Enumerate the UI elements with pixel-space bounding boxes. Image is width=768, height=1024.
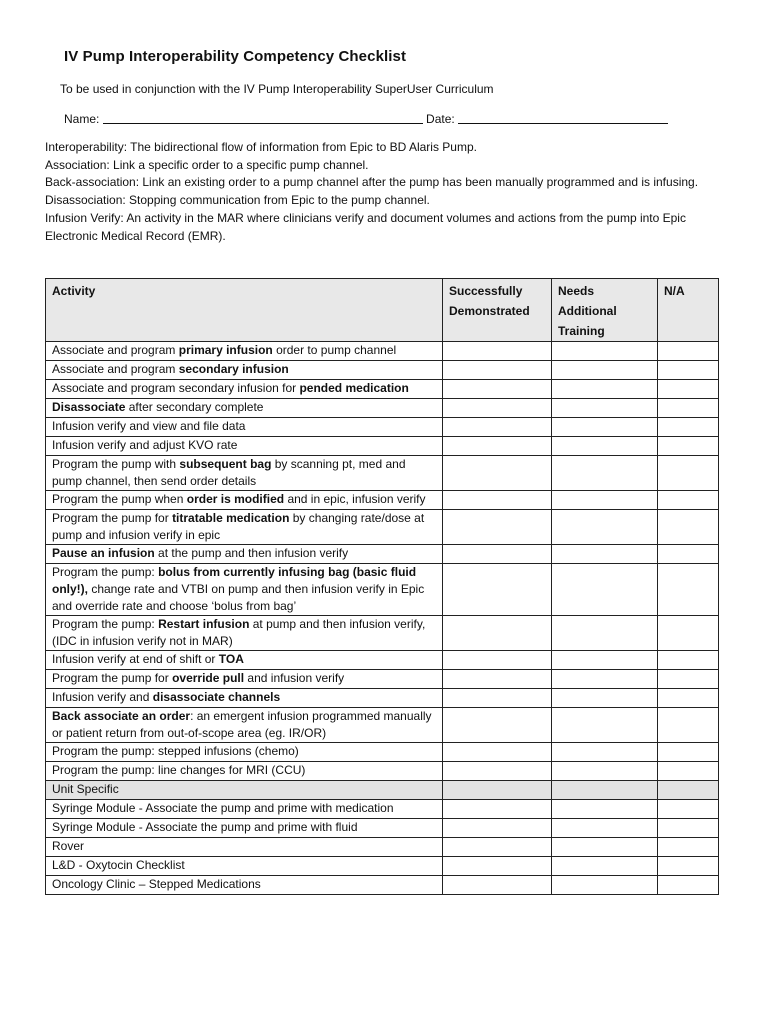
section-label: Unit Specific — [46, 781, 443, 800]
table-row — [46, 708, 719, 743]
successfully-demonstrated-cell[interactable] — [443, 437, 552, 456]
definitions — [45, 139, 725, 245]
activity-cell — [46, 545, 443, 564]
activity-text: and infusion verify — [244, 671, 345, 685]
activity-text: order to pump channel — [272, 343, 397, 357]
activity-emphasis: secondary infusion — [178, 362, 289, 376]
activity-emphasis: disassociate channels — [152, 690, 281, 704]
successfully-demonstrated-cell[interactable] — [443, 616, 552, 651]
activity-text: at pump and then infusion verify, (IDC in infusion verify not in MAR) — [52, 617, 426, 648]
name-field[interactable] — [103, 111, 423, 124]
na-cell[interactable] — [658, 437, 719, 456]
activity-cell — [46, 708, 443, 743]
activity-cell — [46, 399, 443, 418]
successfully-demonstrated-cell[interactable] — [443, 651, 552, 670]
na-cell[interactable] — [658, 708, 719, 743]
activity-cell: Syringe Module - Associate the pump and prime with fluid — [46, 819, 443, 838]
successfully-demonstrated-cell[interactable] — [443, 564, 552, 616]
needs-training-cell[interactable] — [552, 361, 658, 380]
needs-training-cell[interactable] — [552, 857, 658, 876]
activity-text: Associate and program secondary infusion for — [52, 381, 300, 395]
activity-text: Program the pump: line changes for MRI (CCU) — [52, 763, 306, 777]
activity-emphasis: Back associate an order — [52, 709, 191, 723]
activity-emphasis: pended medication — [299, 381, 409, 395]
page-title: IV Pump Interoperability Competency Checklist — [64, 48, 407, 65]
successfully-demonstrated-cell[interactable] — [443, 857, 552, 876]
section-blank-cell — [443, 781, 552, 800]
subtitle: To be used in conjunction with the IV Pump Interoperability SuperUser Curriculum — [60, 82, 494, 96]
activity-cell: Rover — [46, 838, 443, 857]
activity-cell — [46, 418, 443, 437]
name-date-line — [64, 111, 668, 126]
definition-back-association: Back-association: Link an existing order to a pump channel after the pump has been manually programmed and is infusing. — [45, 175, 699, 190]
activity-text: by changing rate/dose at pump and infusion verify in epic — [52, 511, 425, 542]
activity-cell — [46, 342, 443, 361]
needs-training-cell[interactable] — [552, 437, 658, 456]
needs-training-cell[interactable] — [552, 876, 658, 895]
successfully-demonstrated-cell[interactable] — [443, 743, 552, 762]
successfully-demonstrated-cell[interactable] — [443, 876, 552, 895]
needs-training-cell[interactable] — [552, 838, 658, 857]
needs-training-cell[interactable] — [552, 762, 658, 781]
table-row — [46, 616, 719, 651]
needs-training-cell[interactable] — [552, 491, 658, 510]
table-row — [46, 361, 719, 380]
activity-text: Infusion verify and view and file data — [52, 419, 246, 433]
needs-training-cell[interactable] — [552, 689, 658, 708]
activity-cell — [46, 762, 443, 781]
activity-cell — [46, 456, 443, 491]
needs-training-cell[interactable] — [552, 380, 658, 399]
table-row — [46, 838, 719, 857]
activity-emphasis: bolus from currently infusing bag (basic fluid only!), — [52, 565, 417, 596]
na-cell[interactable] — [658, 616, 719, 651]
needs-training-cell[interactable] — [552, 651, 658, 670]
activity-text: Infusion verify and — [52, 690, 153, 704]
na-cell[interactable] — [658, 361, 719, 380]
activity-text: Infusion verify and adjust KVO rate — [52, 438, 238, 452]
table-row — [46, 342, 719, 361]
successfully-demonstrated-cell[interactable] — [443, 456, 552, 491]
header-activity: Activity — [46, 279, 443, 342]
name-label: Name: — [64, 112, 100, 126]
activity-cell — [46, 564, 443, 616]
activity-text: Program the pump for — [52, 671, 173, 685]
activity-cell — [46, 651, 443, 670]
successfully-demonstrated-cell[interactable] — [443, 510, 552, 545]
activity-text: and in epic, infusion verify — [284, 492, 426, 506]
needs-training-cell[interactable] — [552, 670, 658, 689]
competency-table — [45, 278, 719, 895]
na-cell[interactable] — [658, 689, 719, 708]
table-row — [46, 510, 719, 545]
definition-association: Association: Link a specific order to a specific pump channel. — [45, 157, 369, 172]
successfully-demonstrated-cell[interactable] — [443, 380, 552, 399]
na-cell[interactable] — [658, 456, 719, 491]
table-row — [46, 399, 719, 418]
table-row — [46, 491, 719, 510]
table-row — [46, 418, 719, 437]
needs-training-cell[interactable] — [552, 564, 658, 616]
successfully-demonstrated-cell[interactable] — [443, 762, 552, 781]
activity-text: by scanning pt, med and pump channel, then send order details — [52, 457, 406, 488]
table-header-row — [46, 279, 719, 342]
activity-cell — [46, 616, 443, 651]
table-row — [46, 670, 719, 689]
activity-cell: Oncology Clinic – Stepped Medications — [46, 876, 443, 895]
needs-training-cell[interactable] — [552, 456, 658, 491]
needs-training-cell[interactable] — [552, 418, 658, 437]
activity-text: Program the pump with — [52, 457, 180, 471]
activity-emphasis: override pull — [172, 671, 245, 685]
na-cell[interactable] — [658, 380, 719, 399]
na-cell[interactable] — [658, 838, 719, 857]
na-cell[interactable] — [658, 876, 719, 895]
na-cell[interactable] — [658, 418, 719, 437]
activity-emphasis: subsequent bag — [179, 457, 272, 471]
na-cell[interactable] — [658, 800, 719, 819]
table-row — [46, 857, 719, 876]
activity-text: Program the pump for — [52, 511, 173, 525]
successfully-demonstrated-cell[interactable] — [443, 342, 552, 361]
activity-text: after secondary complete — [125, 400, 264, 414]
date-label: Date: — [426, 112, 455, 126]
activity-text: Program the pump when — [52, 492, 187, 506]
activity-text: Associate and program — [52, 362, 179, 376]
successfully-demonstrated-cell[interactable] — [443, 819, 552, 838]
activity-emphasis: order is modified — [186, 492, 285, 506]
date-field[interactable] — [458, 111, 668, 124]
na-cell[interactable] — [658, 670, 719, 689]
na-cell[interactable] — [658, 762, 719, 781]
table-row — [46, 689, 719, 708]
table-row — [46, 743, 719, 762]
activity-cell — [46, 361, 443, 380]
successfully-demonstrated-cell[interactable] — [443, 800, 552, 819]
na-cell[interactable] — [658, 819, 719, 838]
successfully-demonstrated-cell[interactable] — [443, 708, 552, 743]
na-cell[interactable] — [658, 743, 719, 762]
needs-training-cell[interactable] — [552, 743, 658, 762]
activity-text: Program the pump: — [52, 565, 159, 579]
needs-training-cell[interactable] — [552, 399, 658, 418]
na-cell[interactable] — [658, 510, 719, 545]
activity-text: Associate and program — [52, 343, 179, 357]
needs-training-cell[interactable] — [552, 819, 658, 838]
definition-interoperability: Interoperability: The bidirectional flow of information from Epic to BD Alaris Pump. — [45, 140, 477, 154]
table-row — [46, 456, 719, 491]
successfully-demonstrated-cell[interactable] — [443, 399, 552, 418]
activity-text: Program the pump: stepped infusions (chemo) — [52, 744, 299, 758]
activity-emphasis: primary infusion — [178, 343, 273, 357]
activity-emphasis: titratable medication — [172, 511, 290, 525]
table-row — [46, 545, 719, 564]
na-cell[interactable] — [658, 564, 719, 616]
section-blank-cell — [658, 781, 719, 800]
successfully-demonstrated-cell[interactable] — [443, 545, 552, 564]
activity-text: at the pump and then infusion verify — [154, 546, 349, 560]
table-row — [46, 762, 719, 781]
na-cell[interactable] — [658, 545, 719, 564]
activity-emphasis: Pause an infusion — [52, 546, 155, 560]
na-cell[interactable] — [658, 399, 719, 418]
needs-training-cell[interactable] — [552, 616, 658, 651]
activity-cell: Syringe Module - Associate the pump and prime with medication — [46, 800, 443, 819]
activity-cell — [46, 743, 443, 762]
na-cell[interactable] — [658, 857, 719, 876]
activity-text: : an emergent infusion programmed manually or patient return from out-of-scope area (eg. IR/OR) — [52, 709, 432, 740]
needs-training-cell[interactable] — [552, 545, 658, 564]
needs-training-cell[interactable] — [552, 342, 658, 361]
definition-disassociation: Disassociation: Stopping communication from Epic to the pump channel. — [45, 193, 430, 208]
na-cell[interactable] — [658, 342, 719, 361]
header-successfully-demonstrated: Successfully Demonstrated — [443, 279, 552, 342]
activity-emphasis: Disassociate — [52, 400, 126, 414]
activity-text: change rate and VTBI on pump and then infusion verify in Epic and override rate and choose ‘bolus from bag’ — [52, 582, 425, 613]
activity-cell: L&D - Oxytocin Checklist — [46, 857, 443, 876]
activity-emphasis: TOA — [218, 652, 244, 666]
header-needs-additional-training: Needs Additional Training — [552, 279, 658, 342]
definition-infusion-verify: Infusion Verify: An activity in the MAR where clinicians verify and document volumes and actions from the pump into Epic Electronic Medical Record (EMR). — [45, 210, 686, 243]
activity-text: Program the pump: — [52, 617, 159, 631]
needs-training-cell[interactable] — [552, 510, 658, 545]
table-row — [46, 800, 719, 819]
table-row — [46, 651, 719, 670]
activity-cell — [46, 689, 443, 708]
activity-cell — [46, 491, 443, 510]
activity-cell — [46, 670, 443, 689]
section-row-unit-specific — [46, 781, 719, 800]
needs-training-cell[interactable] — [552, 708, 658, 743]
activity-cell — [46, 510, 443, 545]
table-row — [46, 876, 719, 895]
table-row — [46, 564, 719, 616]
successfully-demonstrated-cell[interactable] — [443, 491, 552, 510]
needs-training-cell[interactable] — [552, 800, 658, 819]
successfully-demonstrated-cell[interactable] — [443, 689, 552, 708]
activity-cell — [46, 380, 443, 399]
activity-text: Infusion verify at end of shift or — [52, 652, 219, 666]
successfully-demonstrated-cell[interactable] — [443, 418, 552, 437]
successfully-demonstrated-cell[interactable] — [443, 361, 552, 380]
successfully-demonstrated-cell[interactable] — [443, 670, 552, 689]
section-blank-cell — [552, 781, 658, 800]
activity-emphasis: Restart infusion — [158, 617, 250, 631]
header-na: N/A — [658, 279, 719, 342]
table-row — [46, 819, 719, 838]
table-row — [46, 380, 719, 399]
na-cell[interactable] — [658, 491, 719, 510]
activity-cell — [46, 437, 443, 456]
table-row — [46, 437, 719, 456]
successfully-demonstrated-cell[interactable] — [443, 838, 552, 857]
na-cell[interactable] — [658, 651, 719, 670]
